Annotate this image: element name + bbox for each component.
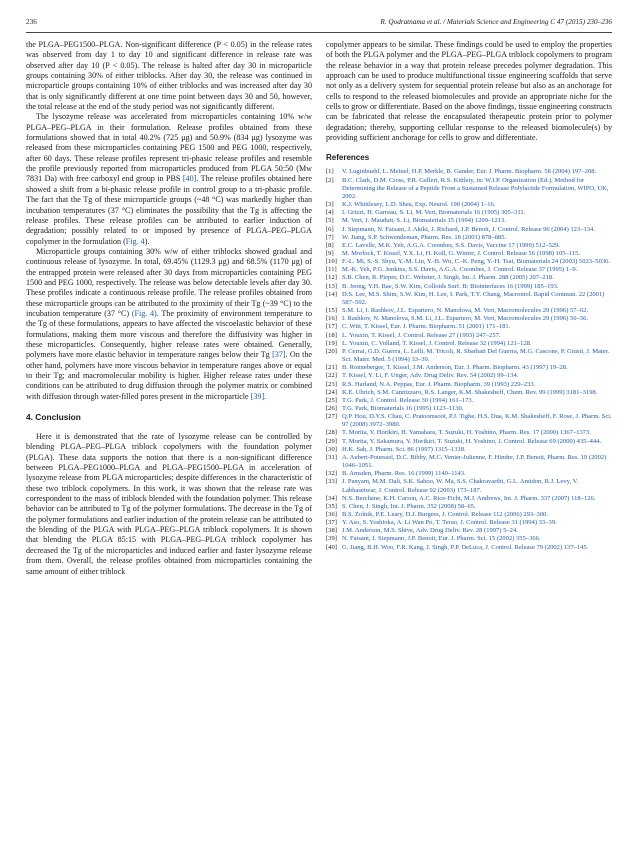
citation-link[interactable]: [39] (250, 391, 265, 401)
citation-link[interactable]: [40] (182, 174, 197, 184)
reference-text-link[interactable]: Q.P. Hou, D.Y.S. Chau, C. Pratoomsoot, P.J. Tighe, H.S. Dua, K.M. Shakesheff, F. Rose, J. Pharm. Sci. 97 (2008) 3972–3980. (342, 413, 612, 429)
reference-number: [30] (326, 445, 337, 453)
page-number: 236 (26, 18, 37, 26)
reference-item (326, 478, 612, 494)
reference-text-link[interactable]: R.S. Harland, N.A. Peppas, Eur. J. Pharm. Biopharm. 39 (1993) 229–233. (342, 380, 536, 388)
reference-item (326, 397, 612, 405)
reference-number: [34] (326, 494, 337, 502)
reference-text-link[interactable]: M.-K. Yeh, P.G. Jenkins, S.S. Davis, A.G.A. Coombes, J. Control. Release 37 (1995) 1–9. (342, 266, 578, 274)
reference-item (326, 503, 612, 511)
reference-number: [11] (326, 266, 337, 274)
reference-number: [35] (326, 502, 337, 510)
reference-item (326, 535, 612, 543)
reference-text-link[interactable]: J.M. Anderson, M.S. Shive, Adv. Drug Deliv. Rev. 28 (1997) 5–24. (342, 527, 518, 535)
reference-item (326, 511, 612, 519)
reference-number: [38] (326, 527, 337, 535)
left-column (26, 40, 312, 577)
reference-item (326, 234, 612, 242)
reference-text-link[interactable]: G. Jiang, B.H. Woo, F.R. Kang, J. Singh, P.P. DeLuca, J. Control. Release 79 (2002) 137–145. (342, 543, 589, 551)
reference-text-link[interactable]: D.S. Lee, M.S. Shim, S.W. Kim, H. Lee, I. Park, T.Y. Chang, Macromol. Rapid Commun. 22 (2001) 587–592. (342, 290, 605, 306)
reference-number: [27] (326, 413, 337, 421)
reference-number: [13] (326, 282, 337, 290)
reference-number: [23] (326, 380, 337, 388)
reference-text-link[interactable]: N. Faisant, J. Siepmann, J.P. Benoit, Eur. J. Pharm. Sci. 15 (2002) 355–366. (342, 535, 541, 543)
reference-number: [16] (326, 315, 337, 323)
reference-text-link[interactable]: L. Youxin, T. Kissel, J. Control. Release 27 (1993) 247–257. (342, 331, 501, 339)
paragraph-conclusion-continued: copolymer appears to be similar. These findings could be used to employ the properties of both the PLGA polymer and the PLGA–PEG–PLGA triblock copolymers to program the release behavior in a way that protein release precedes polymer degradation. This approach can be used to produce multifunctional tissue engineering scaffolds that serve not only as a delivery system for sequential protein release but also as an anchorage for cells to respond to the released biomolecules and provide an appropriate niche for the cells to grow or differentiate. Based on the above findings, tissue engineering constructs can be fabricated that release the encapsulated therapeutic protein prior to polymer degradation; thereby, supporting cellular response to the released biomolecule(s) by providing sufficient anchorage for cells to grow and differentiate. (326, 40, 612, 143)
reference-text-link[interactable]: W. Jiang, S.P. Schwendeman, Pharm. Res. 18 (2001) 878–885. (342, 233, 507, 241)
reference-number: [40] (326, 543, 337, 551)
reference-number: [26] (326, 404, 337, 412)
reference-text-link[interactable]: J. Siepmann, N. Faisant, J. Akiki, J. Richard, J.P. Benoit, J. Control. Release 96 (2004) 123–134. (342, 225, 595, 233)
reference-number: [5] (326, 217, 334, 225)
reference-text-link[interactable]: B. Ronneberger, T. Kissel, J.M. Anderson, Eur. J. Pharm. Biopharm. 43 (1997) 19–28. (342, 364, 568, 372)
reference-text-link[interactable]: S.M. Li, I. Rashkov, J.L. Espartero, N. Manolova, M. Vert, Macromolecules 29 (1996) 57–62. (342, 307, 589, 315)
reference-text-link[interactable]: V. Luginbuehl, L. Meinel, H.P. Merkle, B. Gander, Eur. J. Pharm. Biopharm. 58 (2004) 197–208. (342, 168, 597, 176)
reference-number: [17] (326, 323, 337, 331)
reference-item (326, 519, 612, 527)
reference-number: [10] (326, 258, 337, 266)
reference-item (326, 250, 612, 258)
reference-item (326, 413, 612, 429)
reference-number: [12] (326, 274, 337, 282)
references-heading: References (326, 153, 370, 163)
figure-link[interactable]: Fig. 4 (125, 236, 145, 246)
reference-text-link[interactable]: K.E. Uhrich, S.M. Cannizzaro, R.S. Langer, K.M. Shakesheff, Chem. Rev. 99 (1999) 3181–3198. (342, 388, 598, 396)
reference-item (326, 217, 612, 225)
reference-number: [37] (326, 519, 337, 527)
reference-text-link[interactable]: N.S. Berchane, K.H. Carson, A.C. Rice-Ficht, M.J. Andrews, Int. J. Pharm. 337 (2007) 118–126. (342, 494, 596, 502)
reference-number: [8] (326, 241, 334, 249)
reference-text-link[interactable]: P. Cerrai, G.D. Guerra, L. Lelli, M. Tricoli, R. Sbarbati Del Guerra, M.G. Cascone, P. Giusti, J. Mater. Sci. Mater. Med. 5 (1994) 33–39. (342, 347, 610, 364)
reference-number: [21] (326, 364, 337, 372)
reference-item (326, 258, 612, 266)
reference-text-link[interactable]: T. Kissel, Y. Li, F. Unger, Adv. Drug Deliv. Rev. 54 (2002) 99–134. (342, 372, 519, 380)
reference-item (326, 438, 612, 446)
reference-text-link[interactable]: F.-L. Mi, S.-S. Shyu, Y.-M. Lin, Y.-B. Wu, C.-K. Peng, Y.-H. Tsai, Biomaterials 24 (2003) 5023–5036. (342, 258, 611, 266)
reference-text-link[interactable]: J. Panyam, M.M. Dali, S.K. Sahoo, W. Ma, S.S. Chakravarthi, G.L. Amidon, R.J. Levy, V. Labhasetwar, J. Control. Release 92 (2003) 173–187. (342, 478, 579, 494)
reference-item (326, 209, 612, 217)
reference-number: [19] (326, 339, 337, 347)
reference-text-link[interactable]: L. Youxin, C. Volland, T. Kissel, J. Control. Release 32 (1994) 121–128. (342, 339, 532, 347)
reference-number: [31] (326, 453, 337, 461)
reference-text-link[interactable]: B.S. Zolnik, P.E. Leary, D.J. Burgess, J. Control. Release 112 (2006) 293–300. (342, 511, 548, 518)
reference-text-link[interactable]: S.B. Chen, R. Pieper, D.C. Webster, J. Singh, Int. J. Pharm. 288 (2005) 207–218. (342, 274, 554, 282)
reference-number: [18] (326, 331, 337, 339)
reference-item (326, 372, 612, 380)
reference-number: [32] (326, 470, 337, 478)
reference-number: [25] (326, 396, 337, 404)
journal-reference: R. Qodratnama et al. / Materials Science and Engineering C 47 (2015) 230–236 (380, 18, 612, 26)
reference-item (326, 389, 612, 397)
reference-text-link[interactable]: T.G. Park, Biomaterials 16 (1995) 1123–1130. (342, 404, 464, 412)
running-header (26, 18, 612, 30)
reference-item (326, 446, 612, 454)
reference-item (326, 544, 612, 552)
reference-text-link[interactable]: H.K. Sah, J. Pharm. Sci. 86 (1997) 1315–1318. (342, 445, 466, 453)
paragraph-continuous-release: Microparticle groups containing 30% w/w of either triblocks showed gradual and continuous release of lysozyme. In total, 69.45% (1129.3 μg) and 68.5% (1170 μg) of the entrapped protein were released after 30 days from microparticles containing PEG 1500 and PEG 1000, respectively. The release was below detectable levels after day 30. These profiles indicate a continuous release profile. The release profiles obtained from these microparticle groups can be attributed to the proximity of their Tg (~39 °C) to the incubation temperature (37 °C) (Fig. 4). The proximity of environment temperature to the Tg of these formulations, appears to have affected the viscoelastic behavior of these formulations, making them more viscous and therefore the diffusivity was higher in these microparticles. Consequently, higher release rates were obtained. Generally, polymers have more elastic behavior in temperature ranges below their Tg [37]. On the other hand, polymers have more viscous behavior in temperature ranges above or equal to their Tg; and macromolecular mobility is higher. Higher release rates under these conditions can be attributed to drug diffusion through the polymer matrix or combined with diffusion through water-filled pores present in the microparticle [39]. (26, 246, 312, 401)
reference-number: [6] (326, 225, 334, 233)
reference-text-link[interactable]: B.C. Clark, D.M. Cross, P.R. Gellert, R.S. Kittlety, in: W.I.P. Organization (Ed.), Method for Determining the Release of a Peptide From a Sustained Release Polylactide Formulation, WIPO, UK, 2002. (342, 176, 609, 200)
reference-number: [3] (326, 201, 334, 209)
reference-number: [29] (326, 437, 337, 445)
reference-number: [28] (326, 429, 337, 437)
reference-number: [36] (326, 511, 337, 518)
reference-number: [4] (326, 209, 334, 217)
reference-item (326, 454, 612, 470)
reference-item (326, 291, 612, 307)
reference-text-link[interactable]: T. Morita, Y. Sakamura, Y. Horikiri, T. Suzuki, H. Yoshino, J. Control. Release 69 (2000) 435–444. (342, 437, 602, 445)
reference-text-link[interactable]: S. Chen, J. Singh, Int. J. Pharm. 352 (2008) 58–65. (342, 502, 476, 510)
conclusion-heading: 4. Conclusion (26, 412, 81, 423)
reference-item (326, 242, 612, 250)
reference-number: [22] (326, 372, 337, 380)
reference-item (326, 201, 612, 209)
reference-number: [20] (326, 347, 337, 355)
reference-text-link[interactable]: I. Rashkov, N. Manolova, S.M. Li, J.L. Espartero, M. Vert, Macromolecules 29 (1996) 50–56. (342, 315, 589, 323)
reference-text-link[interactable]: A. Aubert-Pouessel, D.C. Bibby, M.C. Venier-Julienne, F. Hindre, J.P. Benoit, Pharm. Res. 19 (2002) 1046–1051. (342, 453, 607, 470)
reference-item (326, 283, 612, 291)
reference-text-link[interactable]: B. Jeong, Y.H. Bae, S.W. Kim, Colloids Surf. B: Biointerfaces 16 (1999) 185–193. (342, 282, 559, 290)
reference-text-link[interactable]: Y. Aso, S. Yoshioka, A. Li Wan Po, T. Terao, J. Control. Release 31 (1994) 33–39. (342, 519, 557, 527)
reference-item (326, 226, 612, 234)
reference-number: [2] (326, 176, 334, 184)
reference-text-link[interactable]: B. Amsden, Pharm. Res. 16 (1999) 1140–1143. (342, 470, 466, 478)
reference-item (326, 315, 612, 323)
reference-number: [39] (326, 535, 337, 543)
reference-item (326, 470, 612, 478)
reference-number: [9] (326, 250, 334, 257)
reference-number: [15] (326, 307, 337, 315)
reference-item (326, 405, 612, 413)
reference-item (326, 348, 612, 364)
reference-item (326, 332, 612, 340)
paragraph-release-rates: the PLGA–PEG1500–PLGA. Non-significant difference (P < 0.05) in the release rates was observed from day 1 to day 10 and significant difference in release rate was observed after day 10 (P < 0.05). The release is halted after day 30 in microparticle groups containing 30% of either triblocks. After day 30, the release was continued in microparticle groups containing 10% of either triblocks and was increased after day 30 that is only significantly different at one time point between days 30 and 50, however, the total release at the end of the study period was not significantly different. (26, 40, 312, 112)
reference-number: [24] (326, 388, 337, 396)
reference-item (326, 495, 612, 503)
reference-item (326, 381, 612, 389)
reference-text-link[interactable]: M. Vert, J. Mauduit, S. Li, Biomaterials 15 (1994) 1209–1213. (342, 217, 506, 225)
reference-number: [14] (326, 290, 337, 298)
citation-link[interactable]: [37] (272, 350, 286, 360)
header-rule (26, 32, 612, 33)
reference-item (326, 364, 612, 372)
reference-item (326, 340, 612, 348)
figure-link[interactable]: (Fig. 4) (131, 308, 157, 318)
reference-text-link[interactable]: K.J. Whittlesey, L.D. Shea, Exp. Neurol. 190 (2004) 1–16. (342, 201, 496, 209)
reference-text-link[interactable]: T. Morita, Y. Horikiri, H. Yamahara, T. Suzuki, H. Yoshino, Pharm. Res. 17 (2000) 1367–1373. (342, 429, 591, 437)
reference-list (326, 168, 612, 551)
reference-text-link[interactable]: I. Grizzi, H. Garreau, S. Li, M. Vert, Biomaterials 16 (1995) 305–311. (342, 209, 526, 217)
right-column (326, 40, 612, 552)
reference-text-link[interactable]: T.G. Park, J. Control. Release 30 (1994) 161–173. (342, 396, 474, 404)
reference-text-link[interactable]: C. Witt, T. Kissel, Eur. J. Pharm. Biopharm. 51 (2001) 171–181. (342, 323, 511, 331)
reference-text-link[interactable]: E.C. Lavelle, M.K. Yeh, A.G.A. Coombes, S.S. Davis, Vaccine 17 (1999) 512–529. (342, 241, 561, 249)
reference-item (326, 266, 612, 274)
reference-item (326, 177, 612, 201)
reference-number: [1] (326, 168, 334, 176)
reference-item (326, 168, 612, 176)
reference-item (326, 527, 612, 535)
reference-item (326, 274, 612, 282)
reference-item (326, 323, 612, 331)
paragraph-conclusion: Here it is demonstrated that the rate of lysozyme release can be controlled by blending PLGA–PEG–PLGA triblock copolymers with the foundation polymer (PLGA). These data supports the notion that there is a non-significant difference between PLGA–PEG1000–PLGA and PLGA–PEG1500–PLGA in acceleration of lysozyme release from PLGA microparticles; despite differences in the characteristic of these two triblock copolymers. In this work, it was shown that the release rate was correspondent to the mass of triblock blended with the foundation polymer. This release behavior can be attributed to Tg of the polymer formulations. The decrease in the Tg of the polymer formulations and earlier induction of the protein release can be attributed to the blending of the PLGA with PLGA–PEG–PLGA triblock copolymers. It is shown that blending the PLGA 85:15 with PLGA–PEG–PLGA triblock copolymer has decreased the Tg of the microparticles and induced earlier and faster lysozyme release from them. Overall, the release profiles obtained from microparticles containing the same amount of either triblock (26, 432, 312, 576)
reference-text-link[interactable]: M. Morlock, T. Kissel, Y.X. Li, H. Koll, G. Winter, J. Control. Release 56 (1998) 105–115. (342, 250, 580, 257)
reference-item (326, 307, 612, 315)
reference-number: [7] (326, 233, 334, 241)
paragraph-accelerated-release: The lysozyme release was accelerated from microparticles containing 10% w/w PLGA–PEG–PLGA in their formulation. Release profiles obtained from these formulations showed that in total 40.2% (725 μg) and 50.9% (834 μg) lysozyme was released from these microparticles containing PEG 1500 and PEG 1000, respectively, after 60 days. These release profiles represent tri-phasic release profiles and resemble the profile previously reported from microparticles produced from PLGA 50:50 (Mw 7831 Da) with free carboxyl end group in PBS [40]. The release profiles obtained here showed a shift from a bi-phasic release profile in control group to a tri-phasic profile. The fact that the Tg of these microparticle groups (~48 °C) was markedly higher than incubation temperatures (37 °C) eliminates the possibility that the Tg is affecting the release profiles. These release profiles can be attributed to earlier induction of degradation; possibly related to or imposed by presence of PLGA–PEG–PLGA copolymer in the formulation (Fig. 4). (26, 112, 313, 246)
reference-number: [33] (326, 478, 337, 486)
reference-item (326, 429, 612, 437)
